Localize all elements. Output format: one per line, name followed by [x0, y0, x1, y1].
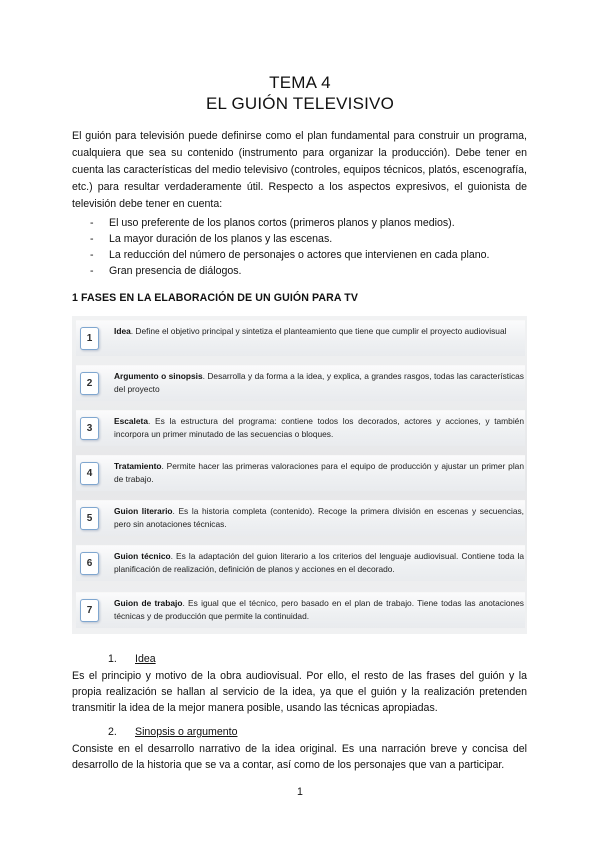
expressive-aspects-list — [72, 215, 532, 279]
phase-number-badge: 3 — [80, 417, 99, 440]
phase-number-badge: 7 — [80, 599, 99, 622]
phases-diagram — [72, 316, 527, 634]
phase-row — [76, 455, 525, 491]
phase-description: Argumento o sinopsis. Desarrolla y da forma a la idea, y explica, a grandes rasgos, todas las características del proyecto — [114, 371, 524, 394]
subsection-body-idea: Es el principio y motivo de la obra audiovisual. Por ello, el resto de las frases del guión y la propia realización se hallan al servicio de la idea, ya que el guión y la realización pretenden transmitir la idea de la mejor manera posible, usando las técnicas apropiadas. — [72, 670, 527, 714]
phase-description: Escaleta. Es la estructura del programa: contiene todos los decorados, actores y acciones, y también incorpora un primer minutado de las secuencias o bloques. — [114, 416, 524, 439]
page-number: 1 — [297, 786, 303, 798]
phase-description: Guion técnico. Es la adaptación del guion literario a los criterios del lenguaje audiovisual. Contiene toda la planificación de realización, definición de planos y acciones en el decorado. — [114, 551, 524, 574]
section-heading: 1 FASES EN LA ELABORACIÓN DE UN GUIÓN PARA TV — [72, 292, 359, 304]
title-line-2: EL GUIÓN TELEVISIVO — [205, 94, 395, 113]
phase-description: Guion de trabajo. Es igual que el técnico, pero basado en el plan de trabajo. Tiene todas las anotaciones técnicas y de producción que permite la continuidad. — [114, 598, 524, 621]
phase-name: Guion literario — [114, 506, 173, 516]
phase-number-badge: 2 — [80, 372, 99, 395]
subsection-body-sinopsis: Consiste en el desarrollo narrativo de la idea original. Es una narración breve y concisa del desarrollo de la historia que se va a contar, así como de los personajes que van a participar. — [72, 743, 527, 771]
phase-number-badge: 5 — [80, 507, 99, 530]
page-title — [0, 72, 600, 114]
intro-paragraph: El guión para televisión puede definirse como el plan fundamental para construir un programa, cualquiera que sea su contenido (instrumento para organizar la producción). Debe tener en cuenta las características del medio televisivo (controles, equipos técnicos, platós, escenografía, etc.) para resultar verdaderamente útil. Respecto a los aspectos expresivos, el guionista de televisión debe tener en cuenta: — [72, 130, 527, 210]
phase-row — [76, 592, 525, 628]
phase-name: Idea — [114, 326, 131, 336]
title-line-1: TEMA 4 — [269, 73, 331, 92]
phase-row — [76, 365, 525, 401]
phase-description: Tratamiento. Permite hacer las primeras valoraciones para el equipo de producción y ajustar un primer plan de trabajo. — [114, 461, 524, 484]
list-item: - El uso preferente de los planos cortos (primeros planos y planos medios). — [90, 217, 455, 229]
subsection-heading-sinopsis: 2. Sinopsis o argumento — [108, 726, 238, 738]
phase-name: Guion técnico — [114, 551, 171, 561]
phase-name: Guion de trabajo — [114, 598, 183, 608]
phase-row — [76, 410, 525, 446]
phase-name: Argumento o sinopsis — [114, 371, 203, 381]
phase-number-badge: 1 — [80, 327, 99, 350]
list-item: - La mayor duración de los planos y las escenas. — [90, 233, 333, 245]
phase-number-badge: 4 — [80, 462, 99, 485]
phase-row — [76, 320, 525, 356]
list-item: - Gran presencia de diálogos. — [90, 265, 242, 277]
list-item: - La reducción del número de personajes o actores que intervienen en cada plano. — [90, 249, 490, 261]
phase-row — [76, 500, 525, 536]
phase-description: Idea. Define el objetivo principal y sintetiza el planteamiento que tiene que cumplir el proyecto audiovisual — [114, 326, 507, 336]
phase-name: Escaleta — [114, 416, 148, 426]
subsection-heading-idea: 1. Idea — [108, 653, 156, 665]
phase-name: Tratamiento — [114, 461, 162, 471]
phase-description: Guion literario. Es la historia completa (contenido). Recoge la primera división en escenas y secuencias, pero sin anotaciones técnicas. — [114, 506, 524, 529]
phase-number-badge: 6 — [80, 552, 99, 575]
phase-row — [76, 545, 525, 581]
